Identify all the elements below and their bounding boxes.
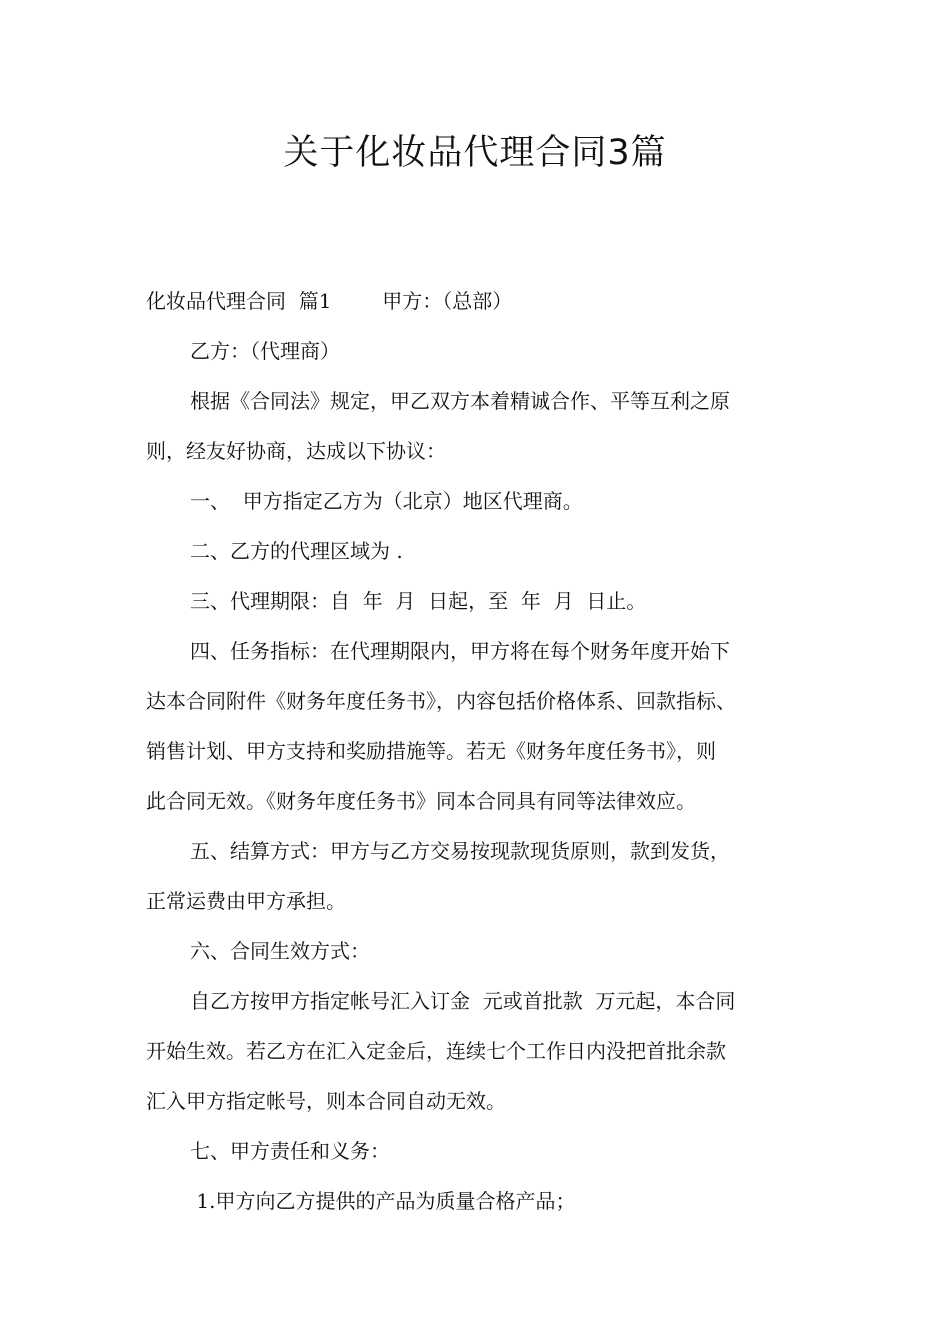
paragraph-line: 达本合同附件《财务年度任务书》，内容包括价格体系、回款指标、 xyxy=(146,689,736,713)
paragraph-line: 则，经友好协商，达成以下协议： xyxy=(146,439,446,463)
paragraph-line: 汇入甲方指定帐号，则本合同自动无效。 xyxy=(146,1089,506,1113)
paragraph-line: 化妆品代理合同 篇1 甲方：（总部） xyxy=(146,289,513,313)
paragraph-line: 自乙方按甲方指定帐号汇入订金 元或首批款 万元起，本合同 xyxy=(190,989,736,1013)
paragraph-line: 四、任务指标：在代理期限内，甲方将在每个财务年度开始下 xyxy=(190,639,730,663)
paragraph-line: 正常运费由甲方承担。 xyxy=(146,889,346,913)
paragraph-line: 开始生效。若乙方在汇入定金后，连续七个工作日内没把首批余款 xyxy=(146,1039,726,1063)
paragraph-line: 三、代理期限：自 年 月 日起，至 年 月 日止。 xyxy=(190,589,647,613)
paragraph-line: 五、结算方式：甲方与乙方交易按现款现货原则，款到发货， xyxy=(190,839,730,863)
paragraph-line: 二、乙方的代理区域为 . xyxy=(190,539,403,563)
document-title: 关于化妆品代理合同3篇 xyxy=(283,133,667,173)
paragraph-line: 销售计划、甲方支持和奖励措施等。若无《财务年度任务书》，则 xyxy=(146,739,716,763)
paragraph-line: 此合同无效。《财务年度任务书》同本合同具有同等法律效应。 xyxy=(146,789,696,813)
paragraph-line: 六、合同生效方式： xyxy=(190,939,370,963)
paragraph-line: 七、甲方责任和义务： xyxy=(190,1139,390,1163)
paragraph-line: 1.甲方向乙方提供的产品为质量合格产品； xyxy=(190,1189,576,1213)
paragraph-line: 根据《合同法》规定，甲乙双方本着精诚合作、平等互利之原 xyxy=(190,389,730,413)
paragraph-line: 一、 甲方指定乙方为（北京）地区代理商。 xyxy=(190,489,583,513)
paragraph-line: 乙方：（代理商） xyxy=(190,339,340,363)
